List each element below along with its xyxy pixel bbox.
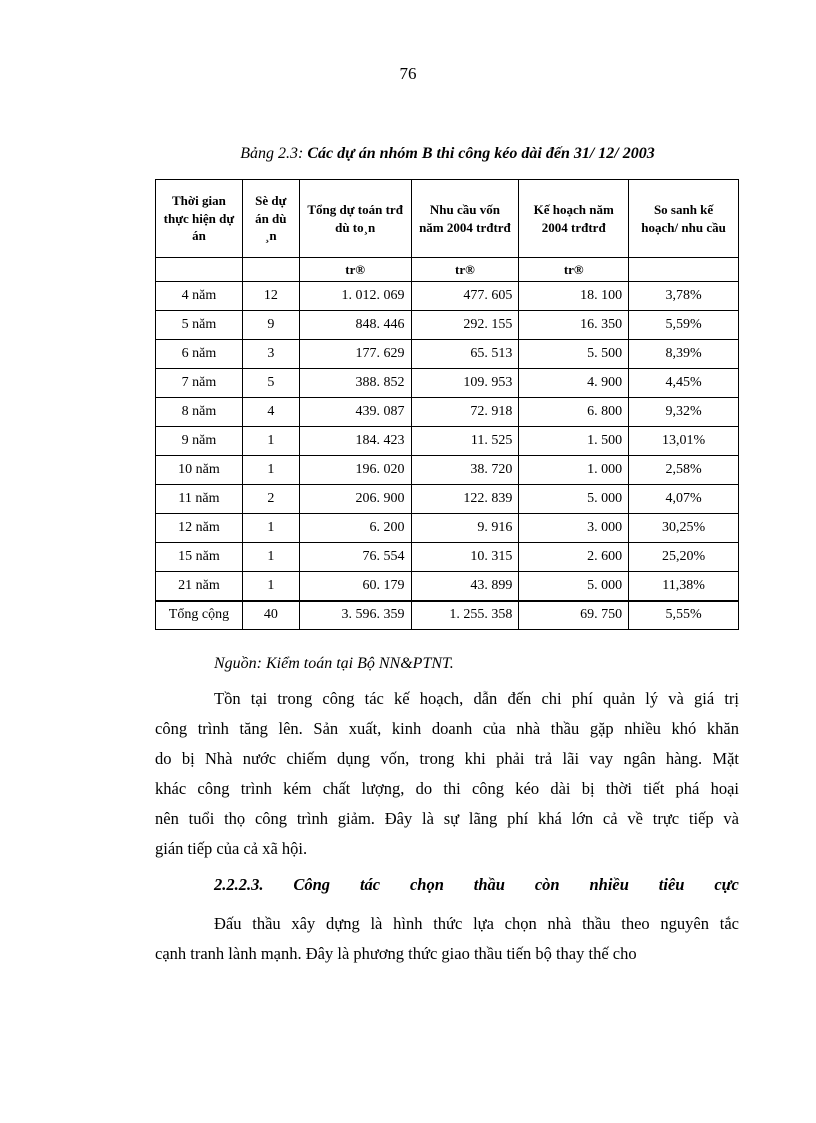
header-comparison: So sanh kế hoạch/ nhu cầu bbox=[629, 180, 739, 258]
cell-duration: 6 năm bbox=[156, 340, 243, 369]
unit-cell: tr® bbox=[519, 258, 629, 282]
paragraph-2 bbox=[155, 909, 739, 969]
cell-duration: 15 năm bbox=[156, 543, 243, 572]
cell-plan-2004: 16. 350 bbox=[519, 311, 629, 340]
paragraph-line: do bị Nhà nước chiếm dụng vốn, trong khi phải trả lãi vay ngân hàng. Mặt bbox=[155, 749, 739, 768]
heading-word: còn bbox=[534, 875, 560, 894]
cell-total-estimate: 177. 629 bbox=[299, 340, 411, 369]
cell-total-estimate: 206. 900 bbox=[299, 485, 411, 514]
cell-total-estimate: 388. 852 bbox=[299, 369, 411, 398]
caption-prefix: Bảng 2.3: bbox=[240, 145, 308, 162]
source-note: Nguồn: Kiểm toán tại Bộ NN&PTNT. bbox=[214, 655, 454, 672]
heading-word: tiêu bbox=[658, 875, 685, 894]
cell-plan-2004: 2. 600 bbox=[519, 543, 629, 572]
cell-capital-need: 122. 839 bbox=[411, 485, 519, 514]
cell-duration: 10 năm bbox=[156, 456, 243, 485]
cell-plan-2004: 18. 100 bbox=[519, 282, 629, 311]
cell-plan-2004: 1. 000 bbox=[519, 456, 629, 485]
paragraph-line: Đấu thầu xây dựng là hình thức lựa chọn nhà thầu theo nguyên tắc bbox=[214, 914, 739, 933]
table-row bbox=[156, 398, 739, 427]
cell-capital-need: 11. 525 bbox=[411, 427, 519, 456]
paragraph-line: nên tuổi thọ công trình giảm. Đây là sự lãng phí khá lớn cả về trực tiếp và bbox=[155, 809, 739, 828]
cell-plan-2004: 5. 000 bbox=[519, 572, 629, 601]
projects-table bbox=[155, 179, 739, 630]
cell-duration: 5 năm bbox=[156, 311, 243, 340]
table-row bbox=[156, 514, 739, 543]
heading-word: chọn bbox=[409, 875, 444, 894]
unit-cell: tr® bbox=[299, 258, 411, 282]
cell-comparison: 25,20% bbox=[629, 543, 739, 572]
table-row bbox=[156, 456, 739, 485]
cell-duration: 8 năm bbox=[156, 398, 243, 427]
heading-word: nhiều bbox=[589, 875, 629, 894]
cell-comparison: 11,38% bbox=[629, 572, 739, 601]
cell-comparison: 5,59% bbox=[629, 311, 739, 340]
cell-project-count: 2 bbox=[242, 485, 299, 514]
table-row bbox=[156, 427, 739, 456]
header-duration: Thời gian thực hiện dự án bbox=[156, 180, 243, 258]
cell-total-estimate: 184. 423 bbox=[299, 427, 411, 456]
cell-total-estimate: 1. 012. 069 bbox=[299, 282, 411, 311]
paragraph-line: gián tiếp của cả xã hội. bbox=[155, 839, 308, 858]
cell-project-count: 1 bbox=[242, 543, 299, 572]
cell-plan-2004: 6. 800 bbox=[519, 398, 629, 427]
cell-comparison: 30,25% bbox=[629, 514, 739, 543]
section-heading bbox=[214, 875, 739, 895]
cell-duration: 7 năm bbox=[156, 369, 243, 398]
cell-capital-need: 1. 255. 358 bbox=[411, 601, 519, 630]
cell-plan-2004: 4. 900 bbox=[519, 369, 629, 398]
cell-total-estimate: 439. 087 bbox=[299, 398, 411, 427]
cell-project-count: 1 bbox=[242, 572, 299, 601]
header-total-estimate: Tổng dự toán trđ dù to¸n bbox=[299, 180, 411, 258]
table-row bbox=[156, 572, 739, 601]
cell-capital-need: 109. 953 bbox=[411, 369, 519, 398]
cell-total-estimate: 6. 200 bbox=[299, 514, 411, 543]
cell-total-estimate: 3. 596. 359 bbox=[299, 601, 411, 630]
cell-duration: 21 năm bbox=[156, 572, 243, 601]
cell-project-count: 3 bbox=[242, 340, 299, 369]
cell-duration: 11 năm bbox=[156, 485, 243, 514]
caption-title: Các dự án nhóm B thi công kéo dài đến 31/ 12/ 2003 bbox=[307, 145, 655, 162]
cell-comparison: 3,78% bbox=[629, 282, 739, 311]
cell-duration: 9 năm bbox=[156, 427, 243, 456]
cell-comparison: 2,58% bbox=[629, 456, 739, 485]
paragraph-line: cạnh tranh lành mạnh. Đây là phương thức giao thầu tiến bộ thay thế cho bbox=[155, 944, 637, 963]
cell-duration: 12 năm bbox=[156, 514, 243, 543]
cell-comparison: 13,01% bbox=[629, 427, 739, 456]
table-header-row bbox=[156, 180, 739, 258]
unit-cell bbox=[629, 258, 739, 282]
cell-capital-need: 477. 605 bbox=[411, 282, 519, 311]
page-number: 76 bbox=[399, 64, 417, 83]
cell-total-estimate: 848. 446 bbox=[299, 311, 411, 340]
table-caption bbox=[155, 145, 740, 163]
heading-word: Công bbox=[293, 875, 331, 894]
cell-total-estimate: 60. 179 bbox=[299, 572, 411, 601]
cell-project-count: 1 bbox=[242, 456, 299, 485]
cell-duration: Tổng cộng bbox=[156, 601, 243, 630]
cell-comparison: 4,07% bbox=[629, 485, 739, 514]
cell-project-count: 1 bbox=[242, 514, 299, 543]
heading-word: cực bbox=[714, 875, 739, 894]
heading-word: tác bbox=[359, 875, 381, 894]
table-row bbox=[156, 340, 739, 369]
table-row bbox=[156, 485, 739, 514]
cell-capital-need: 10. 315 bbox=[411, 543, 519, 572]
table-body bbox=[156, 282, 739, 630]
cell-project-count: 12 bbox=[242, 282, 299, 311]
table-row bbox=[156, 369, 739, 398]
cell-plan-2004: 69. 750 bbox=[519, 601, 629, 630]
paragraph-1 bbox=[155, 684, 739, 864]
cell-comparison: 5,55% bbox=[629, 601, 739, 630]
header-capital-need: Nhu cầu vốn năm 2004 trđtrđ bbox=[411, 180, 519, 258]
cell-capital-need: 65. 513 bbox=[411, 340, 519, 369]
paragraph-line: công trình tăng lên. Sản xuất, kinh doanh của nhà thầu gặp nhiều khó khăn bbox=[155, 719, 739, 738]
cell-capital-need: 292. 155 bbox=[411, 311, 519, 340]
cell-comparison: 9,32% bbox=[629, 398, 739, 427]
cell-capital-need: 38. 720 bbox=[411, 456, 519, 485]
cell-plan-2004: 5. 500 bbox=[519, 340, 629, 369]
cell-capital-need: 9. 916 bbox=[411, 514, 519, 543]
table-units-row bbox=[156, 258, 739, 282]
cell-plan-2004: 5. 000 bbox=[519, 485, 629, 514]
unit-cell: tr® bbox=[411, 258, 519, 282]
cell-project-count: 5 bbox=[242, 369, 299, 398]
cell-capital-need: 72. 918 bbox=[411, 398, 519, 427]
unit-cell bbox=[242, 258, 299, 282]
heading-word: 2.2.2.3. bbox=[214, 875, 264, 894]
cell-plan-2004: 3. 000 bbox=[519, 514, 629, 543]
table-row bbox=[156, 282, 739, 311]
table-row bbox=[156, 311, 739, 340]
header-project-count: Sè dự án dù ¸n bbox=[242, 180, 299, 258]
header-plan-2004: Kế hoạch năm 2004 trđtrđ bbox=[519, 180, 629, 258]
paragraph-line: Tồn tại trong công tác kế hoạch, dẫn đến chi phí quản lý và giá trị bbox=[214, 689, 739, 708]
cell-total-estimate: 76. 554 bbox=[299, 543, 411, 572]
cell-plan-2004: 1. 500 bbox=[519, 427, 629, 456]
heading-word: thầu bbox=[473, 875, 505, 894]
cell-capital-need: 43. 899 bbox=[411, 572, 519, 601]
cell-comparison: 8,39% bbox=[629, 340, 739, 369]
cell-project-count: 1 bbox=[242, 427, 299, 456]
cell-project-count: 40 bbox=[242, 601, 299, 630]
cell-duration: 4 năm bbox=[156, 282, 243, 311]
cell-project-count: 9 bbox=[242, 311, 299, 340]
cell-project-count: 4 bbox=[242, 398, 299, 427]
cell-total-estimate: 196. 020 bbox=[299, 456, 411, 485]
unit-cell bbox=[156, 258, 243, 282]
paragraph-line: khác công trình kém chất lượng, do thi công kéo dài bị thời tiết phá hoại bbox=[155, 779, 739, 798]
table-row bbox=[156, 543, 739, 572]
cell-comparison: 4,45% bbox=[629, 369, 739, 398]
table-total-row bbox=[156, 601, 739, 630]
